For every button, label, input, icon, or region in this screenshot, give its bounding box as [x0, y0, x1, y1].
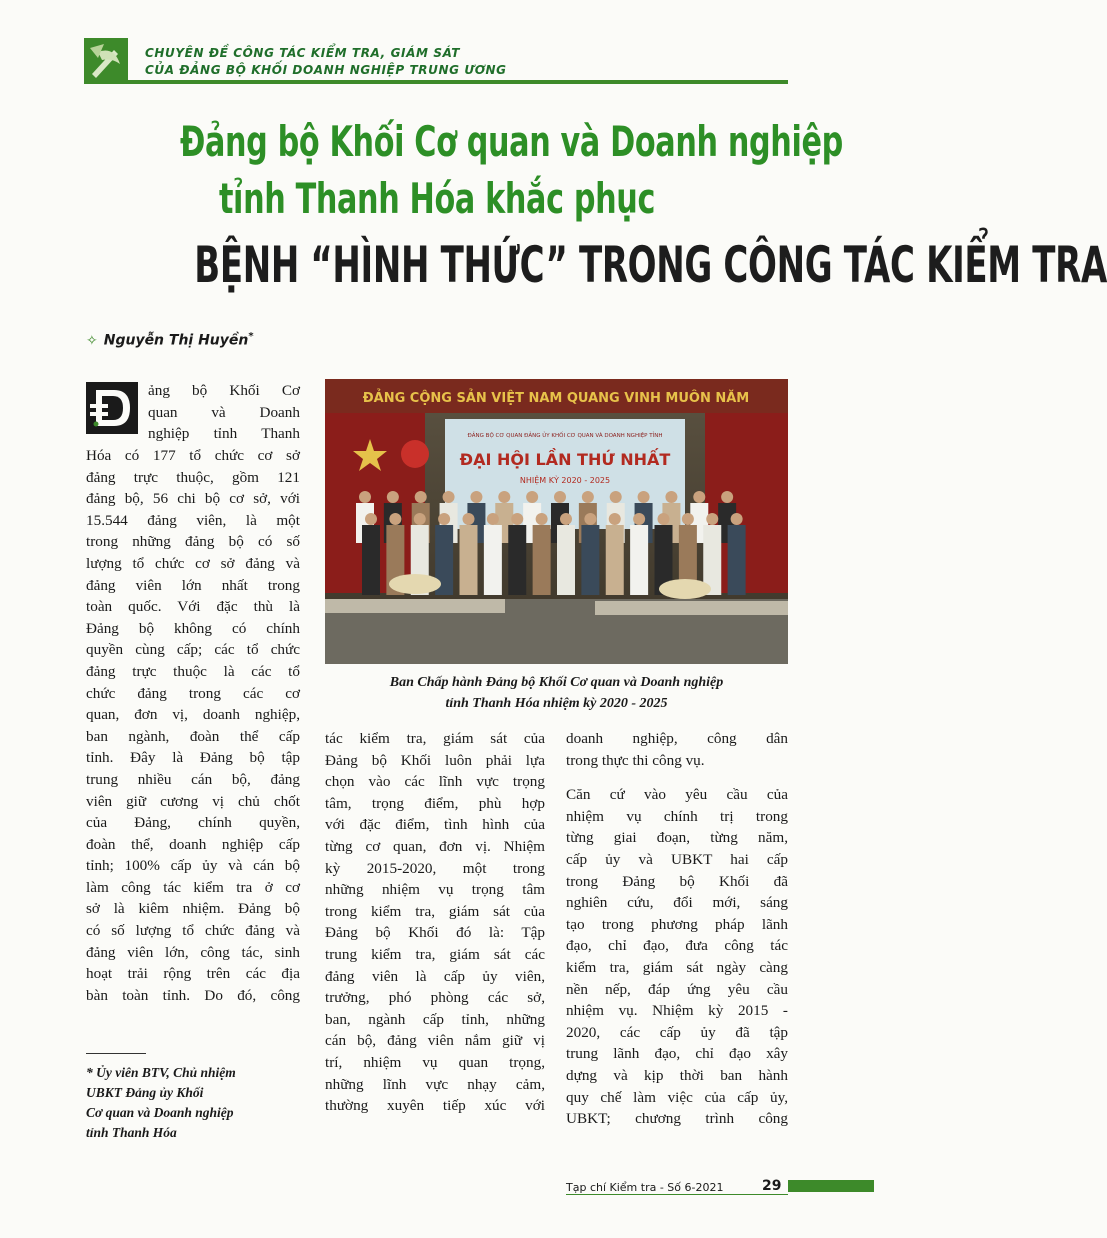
- person-head: [658, 513, 670, 525]
- footnote-line: * Ủy viên BTV, Chủ nhiệm: [86, 1065, 236, 1080]
- body-column-3: [566, 728, 788, 1130]
- person-body: [557, 525, 575, 595]
- text-line: thường xuyên tiếp xúc với: [325, 1097, 545, 1115]
- person-body: [728, 525, 746, 595]
- person-head: [526, 491, 538, 503]
- text-line: trung lãnh đạo, chỉ đạo xây: [566, 1045, 788, 1063]
- text-line: trong những đảng bộ có số: [86, 533, 300, 551]
- person-head: [415, 491, 427, 503]
- person-head: [560, 513, 572, 525]
- text-line: kiểm tra, giám sát ngày càng: [566, 958, 788, 976]
- text-line: trung nhiều cán bộ, đảng: [86, 770, 300, 788]
- text-line: doanh nghiệp, công dân: [566, 730, 788, 747]
- photo-backdrop-term: NHIỆM KỲ 2020 - 2025: [519, 476, 611, 485]
- text-line: trưởng, phó phòng các sở,: [325, 989, 545, 1007]
- text-line: với đặc điểm, tình hình của: [325, 816, 545, 834]
- photo-caption-line1: Ban Chấp hành Đảng bộ Khối Cơ quan và Doanh nghiệp: [389, 675, 724, 690]
- text-line: đảng viên lớn nhất trong: [86, 576, 300, 594]
- text-line: toàn quốc. Với đặc thù là: [86, 598, 300, 616]
- author-name: Nguyễn Thị Huyền: [103, 332, 249, 349]
- text-line: nhiệm vụ chính trị trong: [566, 807, 788, 825]
- photo-caption-line2: tỉnh Thanh Hóa nhiệm kỳ 2020 - 2025: [445, 696, 668, 711]
- text-line: nền nếp, đáp ứng yêu cầu: [566, 980, 788, 998]
- text-line: 2020, các cấp ủy đã tập: [566, 1023, 788, 1041]
- person-head: [693, 491, 705, 503]
- text-line: bàn toàn tỉnh. Do đó, công: [86, 986, 300, 1004]
- person-head: [443, 491, 455, 503]
- text-line: quan, đơn vị, doanh nghiệp,: [86, 706, 300, 724]
- diamond-bullet-icon: ✧: [86, 332, 98, 349]
- text-line: trí, nhiệm vụ quan trọng,: [325, 1053, 545, 1071]
- text-line: sở là kiêm nhiệm. Đảng bộ: [86, 900, 300, 918]
- text-line: từng cơ quan, đơn vị. Nhiệm: [325, 837, 545, 855]
- text-line: Đảng bộ Khối luôn phải lựa: [325, 751, 545, 769]
- person-body: [362, 525, 380, 595]
- text-line: kỳ 2015-2020, một trong: [325, 859, 545, 877]
- text-line: Đảng bộ không có chính: [86, 619, 300, 637]
- person-head: [463, 513, 475, 525]
- body-column-1: [86, 445, 300, 1006]
- text-line: đảng viên lớn, công tác, sinh: [86, 943, 300, 961]
- person-body: [630, 525, 648, 595]
- person-head: [470, 491, 482, 503]
- person-head: [414, 513, 426, 525]
- page-number: 29: [762, 1178, 782, 1194]
- text-line: tỉnh; 100% cấp ủy và cán bộ: [86, 857, 300, 875]
- text-line: Hóa có 177 tổ chức cơ sở: [86, 447, 300, 464]
- text-line: Đảng bộ Khối đó là: Tập: [325, 924, 545, 942]
- person-head: [582, 491, 594, 503]
- congress-group-photo: [325, 379, 788, 664]
- person-head: [365, 513, 377, 525]
- article-title-line3: BỆNH “HÌNH THỨC” TRONG CÔNG TÁC KIỂM TRA: [194, 236, 1107, 294]
- text-line: trong thực thi công vụ.: [566, 751, 705, 769]
- text-line: Căn cứ vào yêu cầu của: [566, 786, 788, 804]
- text-line: của Đảng, chính quyền,: [86, 814, 300, 832]
- text-line: chọn vào các lĩnh vực trọng: [325, 773, 545, 791]
- person-head: [638, 491, 650, 503]
- person-head: [438, 513, 450, 525]
- person-body: [533, 525, 551, 595]
- article-title-line2: tỉnh Thanh Hóa khắc phục: [218, 174, 656, 223]
- person-body: [460, 525, 478, 595]
- body-column-2: [325, 728, 545, 1117]
- person-head: [487, 513, 499, 525]
- person-head: [731, 513, 743, 525]
- photo-caption: [325, 672, 788, 714]
- person-head: [511, 513, 523, 525]
- person-body: [508, 525, 526, 595]
- text-line: 15.544 đảng viên, là một: [86, 511, 300, 529]
- person-head: [554, 491, 566, 503]
- footnote-line: UBKT Đảng ủy Khối: [86, 1085, 204, 1100]
- text-line: từng giai đoạn, từng năm,: [566, 829, 788, 847]
- text-line: ban, ngành cấp tỉnh, những: [325, 1010, 545, 1028]
- text-line: làm công tác kiểm tra ở cơ: [86, 878, 300, 896]
- author-footnote-mark: *: [248, 331, 254, 342]
- section-header-line2: CỦA ĐẢNG BỘ KHỐI DOANH NGHIỆP TRUNG ƯƠNG: [145, 63, 507, 77]
- section-header-line1: CHUYÊN ĐỀ CÔNG TÁC KIỂM TRA, GIÁM SÁT: [145, 46, 461, 60]
- text-line: nhiệm vụ. Nhiệm kỳ 2015 -: [566, 1002, 788, 1020]
- text-line: những nhiệm vụ trọng tâm: [325, 881, 545, 899]
- text-line: ảng bộ Khối Cơ: [148, 382, 300, 399]
- person-head: [721, 491, 733, 503]
- text-line: cấp ủy và UBKT hai cấp: [566, 850, 788, 868]
- article-title-line1: Đảng bộ Khối Cơ quan và Doanh nghiệp: [179, 117, 843, 166]
- text-line: cán bộ, đảng viên nắm giữ vị: [325, 1032, 545, 1050]
- text-line: có số lượng tổ chức đảng và: [86, 922, 300, 940]
- footer-accent-bar: [788, 1180, 874, 1192]
- author-footnote: [86, 1063, 300, 1143]
- text-line: đảng trực thuộc, gồm 121: [86, 468, 300, 486]
- text-line: đạo, chỉ đạo, đưa công tác: [566, 937, 788, 955]
- text-line: tác kiểm tra, giám sát của: [325, 730, 545, 747]
- person-body: [606, 525, 624, 595]
- text-line: tạo trong phương pháp lãnh: [566, 915, 788, 933]
- footnote-line: Cơ quan và Doanh nghiệp: [86, 1105, 234, 1120]
- drop-cap-d-icon: [86, 382, 138, 434]
- text-line: viên giữ cương vị chủ chốt: [86, 792, 300, 810]
- header-rule: [128, 80, 788, 84]
- person-head: [536, 513, 548, 525]
- text-line: UBKT; chương trình công: [566, 1110, 788, 1128]
- person-head: [609, 513, 621, 525]
- person-head: [665, 491, 677, 503]
- text-line: ban ngành, đoàn thể cấp: [86, 727, 300, 745]
- text-line: trong kiểm tra, giám sát của: [325, 902, 545, 920]
- person-head: [706, 513, 718, 525]
- journal-footer: Tạp chí Kiểm tra - Số 6-2021: [566, 1181, 724, 1194]
- hammer-sickle-logo-icon: [84, 38, 128, 84]
- text-line: chức đảng trong các cơ: [86, 684, 300, 702]
- text-line: đảng viên là cấp ủy viên,: [325, 967, 545, 985]
- person-head: [633, 513, 645, 525]
- text-line: tỉnh. Đây là Đảng bộ tập: [86, 749, 300, 767]
- person-head: [387, 491, 399, 503]
- photo-banner-text: ĐẢNG CỘNG SẢN VIỆT NAM QUANG VINH MUÔN NĂM: [362, 391, 750, 406]
- person-head: [610, 491, 622, 503]
- person-body: [484, 525, 502, 595]
- text-line: đảng trực thuộc là các tổ: [86, 662, 300, 680]
- text-line: trung kiểm tra, giám sát các: [325, 945, 545, 963]
- footnote-rule: [86, 1053, 146, 1054]
- text-line: đảng bộ, 56 chi bộ cơ sở, với: [86, 490, 300, 508]
- person-body: [581, 525, 599, 595]
- text-line: quy chế làm việc của cấp ủy,: [566, 1088, 788, 1106]
- person-head: [682, 513, 694, 525]
- person-head: [389, 513, 401, 525]
- body-column-1-top: [148, 380, 300, 445]
- text-line: quyền cùng cấp; các tổ chức: [86, 641, 300, 659]
- text-line: tâm, trọng điểm, phù hợp: [325, 794, 545, 812]
- text-line: lượng tổ chức cơ sở đảng và: [86, 554, 300, 572]
- text-line: nghiên cứu, đổi mới, sáng: [566, 894, 788, 912]
- text-line: những lĩnh vực nhạy cảm,: [325, 1075, 545, 1093]
- text-line: trong Đảng bộ Khối đã: [566, 872, 788, 890]
- text-line: nghiệp tỉnh Thanh: [148, 425, 300, 443]
- text-line: hoạt trải rộng trên các địa: [86, 965, 300, 983]
- text-line: dựng và kịp thời ban hành: [566, 1066, 788, 1084]
- footer-rule: [566, 1194, 788, 1195]
- person-head: [498, 491, 510, 503]
- person-head: [584, 513, 596, 525]
- photo-backdrop-small: ĐẢNG BỘ CƠ QUAN ĐẢNG ỦY KHỐI CƠ QUAN VÀ DOANH NGHIỆP TỈNH: [467, 433, 663, 439]
- paragraph-gap: [566, 771, 788, 784]
- photo-backdrop-big: ĐẠI HỘI LẦN THỨ NHẤT: [459, 450, 671, 469]
- person-head: [359, 491, 371, 503]
- footnote-line: tỉnh Thanh Hóa: [86, 1125, 177, 1140]
- author-byline: [86, 331, 254, 349]
- text-line: đoàn thể, doanh nghiệp cấp: [86, 835, 300, 853]
- text-line: quan và Doanh: [148, 403, 300, 421]
